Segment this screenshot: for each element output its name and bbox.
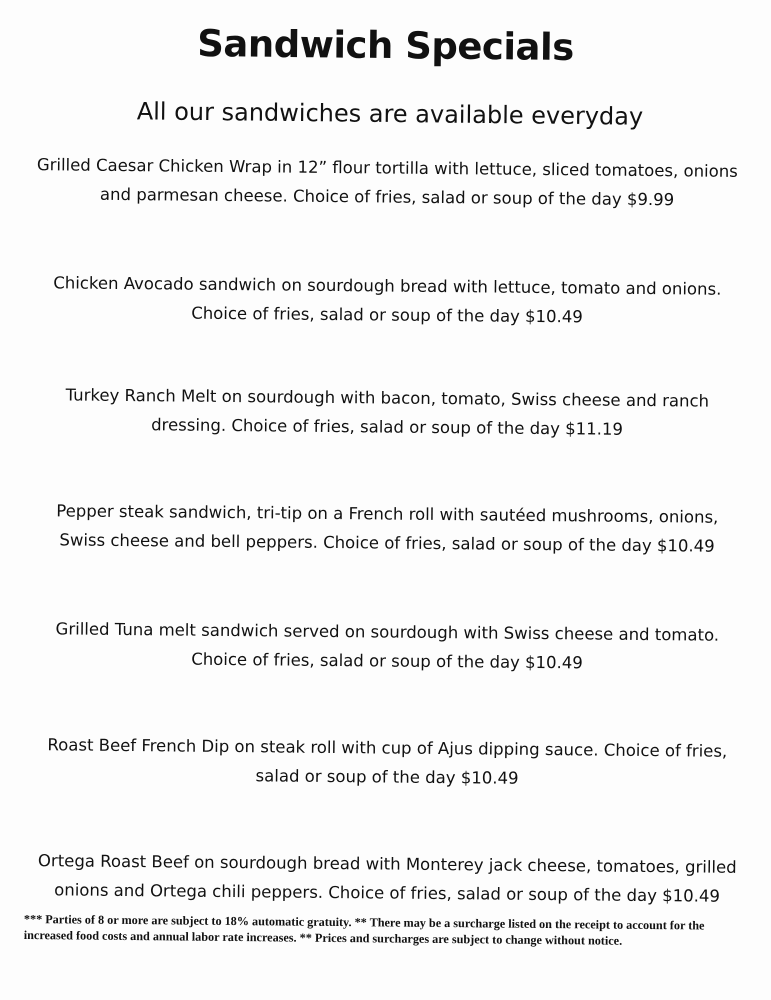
menu-item-text-line-1: Grilled Caesar Chicken Wrap in 12” flour tortilla with lettuce, sliced tomatoes, onions xyxy=(36,155,738,181)
menu-item-pepper-steak xyxy=(19,496,755,561)
menu-item-text-line-1: Pepper steak sandwich, tri-tip on a French roll with sautéed mushrooms, onions, xyxy=(56,501,719,527)
menu-item-text-line-2: Choice of fries, salad or soup of the day $10.49 xyxy=(191,649,583,673)
menu-item-text-line-1: Turkey Ranch Melt on sourdough with bacon, tomato, Swiss cheese and ranch xyxy=(65,385,710,411)
page-subtitle: All our sandwiches are available everyday xyxy=(136,97,644,131)
menu-item-tuna-melt xyxy=(19,614,755,679)
menu-item-text-line-2: salad or soup of the day $10.49 xyxy=(255,766,519,788)
menu-item-french-dip xyxy=(19,730,755,795)
menu-item-turkey-ranch-melt xyxy=(19,380,755,445)
menu-item-chicken-avocado xyxy=(19,268,755,333)
menu-item-text-line-2: dressing. Choice of fries, salad or soup of the day $11.19 xyxy=(151,415,624,439)
menu-item-text-line-2: onions and Ortega chili peppers. Choice of fries, salad or soup of the day $10.49 xyxy=(54,880,721,906)
menu-item-ortega-roast-beef xyxy=(19,846,755,911)
menu-item-text-line-1: Roast Beef French Dip on steak roll with cup of Ajus dipping sauce. Choice of fries, xyxy=(47,735,728,761)
menu-item-text-line-2: Swiss cheese and bell peppers. Choice of fries, salad or soup of the day $10.49 xyxy=(59,530,715,556)
menu-item-caesar-wrap xyxy=(19,150,755,215)
menu-item-text-line-1: Ortega Roast Beef on sourdough bread with Monterey jack cheese, tomatoes, grilled xyxy=(37,851,737,877)
page-title: Sandwich Specials xyxy=(197,22,574,69)
menu-item-text-line-2: and parmesan cheese. Choice of fries, salad or soup of the day $9.99 xyxy=(99,184,675,210)
menu-item-text-line-1: Grilled Tuna melt sandwich served on sourdough with Swiss cheese and tomato. xyxy=(55,619,720,645)
menu-item-text-line-1: Chicken Avocado sandwich on sourdough bread with lettuce, tomato and onions. xyxy=(53,273,722,299)
footnote: *** Parties of 8 or more are subject to 18% automatic gratuity. ** There may be a surcharge listed on the receipt to account for the increased food costs and annual labor rate increases. ** Prices and surcharges are subject to change without notice. xyxy=(23,912,705,948)
menu-item-text-line-2: Choice of fries, salad or soup of the day $10.49 xyxy=(191,303,583,327)
